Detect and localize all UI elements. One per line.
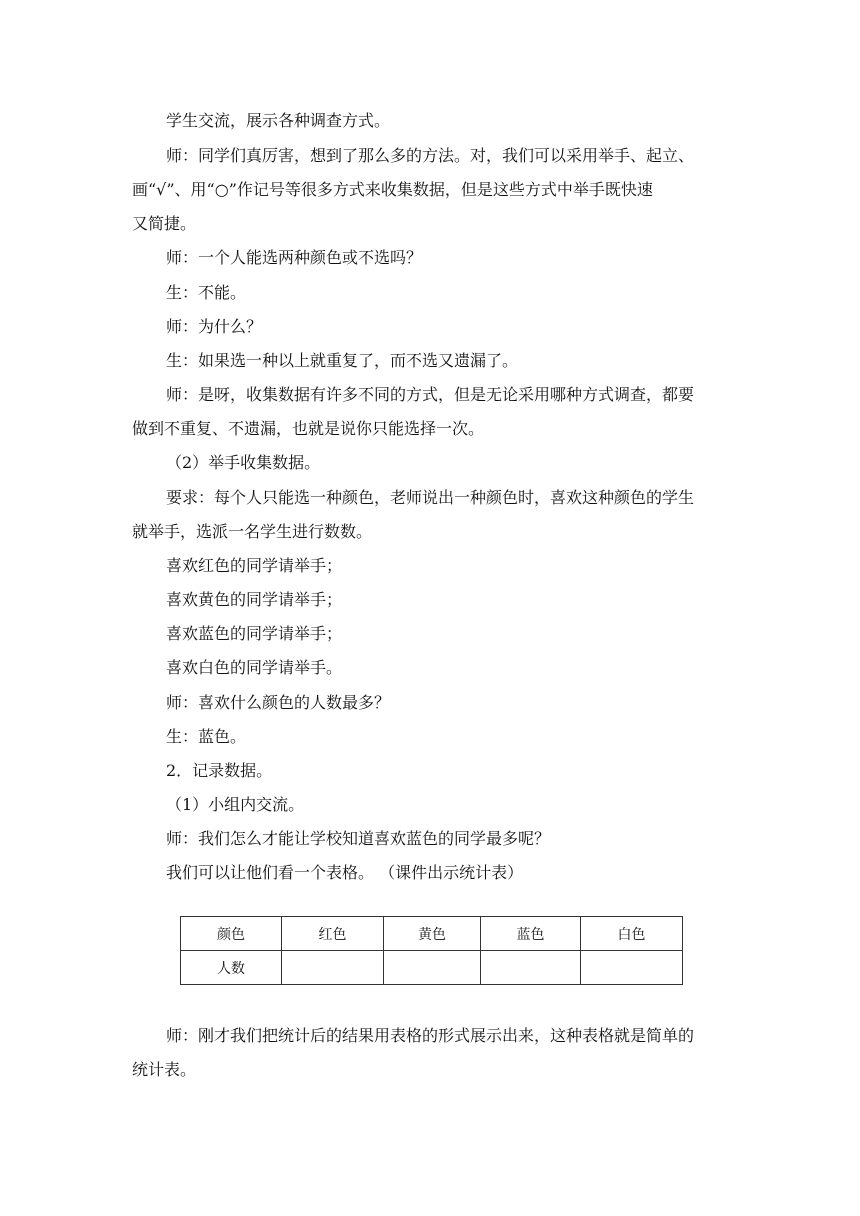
paragraph: 师：我们怎么才能让学校知道喜欢蓝色的同学最多呢？: [166, 829, 551, 848]
paragraph: 学生交流，展示各种调查方式。: [166, 111, 391, 130]
paragraph: 要求：每个人只能选一种颜色，老师说出一种颜色时，喜欢这种颜色的学生: [166, 488, 695, 507]
table-cell: [581, 951, 683, 985]
paragraph: 喜欢红色的同学请举手；: [166, 556, 343, 575]
table-cell: 颜色: [181, 917, 282, 951]
paragraph: 师：是呀，收集数据有许多不同的方式，但是无论采用哪种方式调查，都要: [166, 385, 695, 404]
paragraph: 师：同学们真厉害，想到了那么多的方法。对，我们可以采用举手、起立、: [166, 146, 695, 165]
table-cell: [384, 951, 481, 985]
paragraph: 师：刚才我们把统计后的结果用表格的形式展示出来，这种表格就是简单的: [166, 1026, 695, 1045]
section-heading: 2．记录数据。: [166, 761, 273, 780]
paragraph: 做到不重复、不遗漏，也就是说你只能选择一次。: [132, 419, 485, 438]
paragraph: 画“√”、用“○”作记号等很多方式来收集数据，但是这些方式中举手既快速: [132, 180, 653, 199]
paragraph: 师：喜欢什么颜色的人数最多？: [166, 693, 391, 712]
table-cell: 白色: [581, 917, 683, 951]
paragraph: 喜欢蓝色的同学请举手；: [166, 624, 343, 643]
table-cell: 蓝色: [481, 917, 581, 951]
table-cell: [481, 951, 581, 985]
paragraph: 师：为什么？: [166, 317, 263, 336]
paragraph: 师：一个人能选两种颜色或不选吗？: [166, 248, 423, 267]
statistics-table: [180, 916, 683, 985]
paragraph: 生：不能。: [166, 283, 247, 302]
paragraph: 统计表。: [132, 1060, 197, 1079]
paragraph: 又简捷。: [132, 214, 197, 233]
table-row: [181, 951, 683, 985]
table-header-row: [181, 917, 683, 951]
paragraph: 我们可以让他们看一个表格。 （课件出示统计表）: [166, 863, 524, 882]
paragraph: 喜欢白色的同学请举手。: [166, 658, 343, 677]
table-cell: [282, 951, 384, 985]
table-cell: 红色: [282, 917, 384, 951]
paragraph: 生：如果选一种以上就重复了，而不选又遗漏了。: [166, 351, 519, 370]
section-heading: （2）举手收集数据。: [166, 453, 321, 472]
paragraph: 生：蓝色。: [166, 727, 247, 746]
paragraph: 就举手，选派一名学生进行数数。: [132, 522, 373, 541]
section-heading: （1）小组内交流。: [166, 795, 305, 814]
table-cell: 人数: [181, 951, 282, 985]
paragraph: 喜欢黄色的同学请举手；: [166, 590, 343, 609]
table-cell: 黄色: [384, 917, 481, 951]
